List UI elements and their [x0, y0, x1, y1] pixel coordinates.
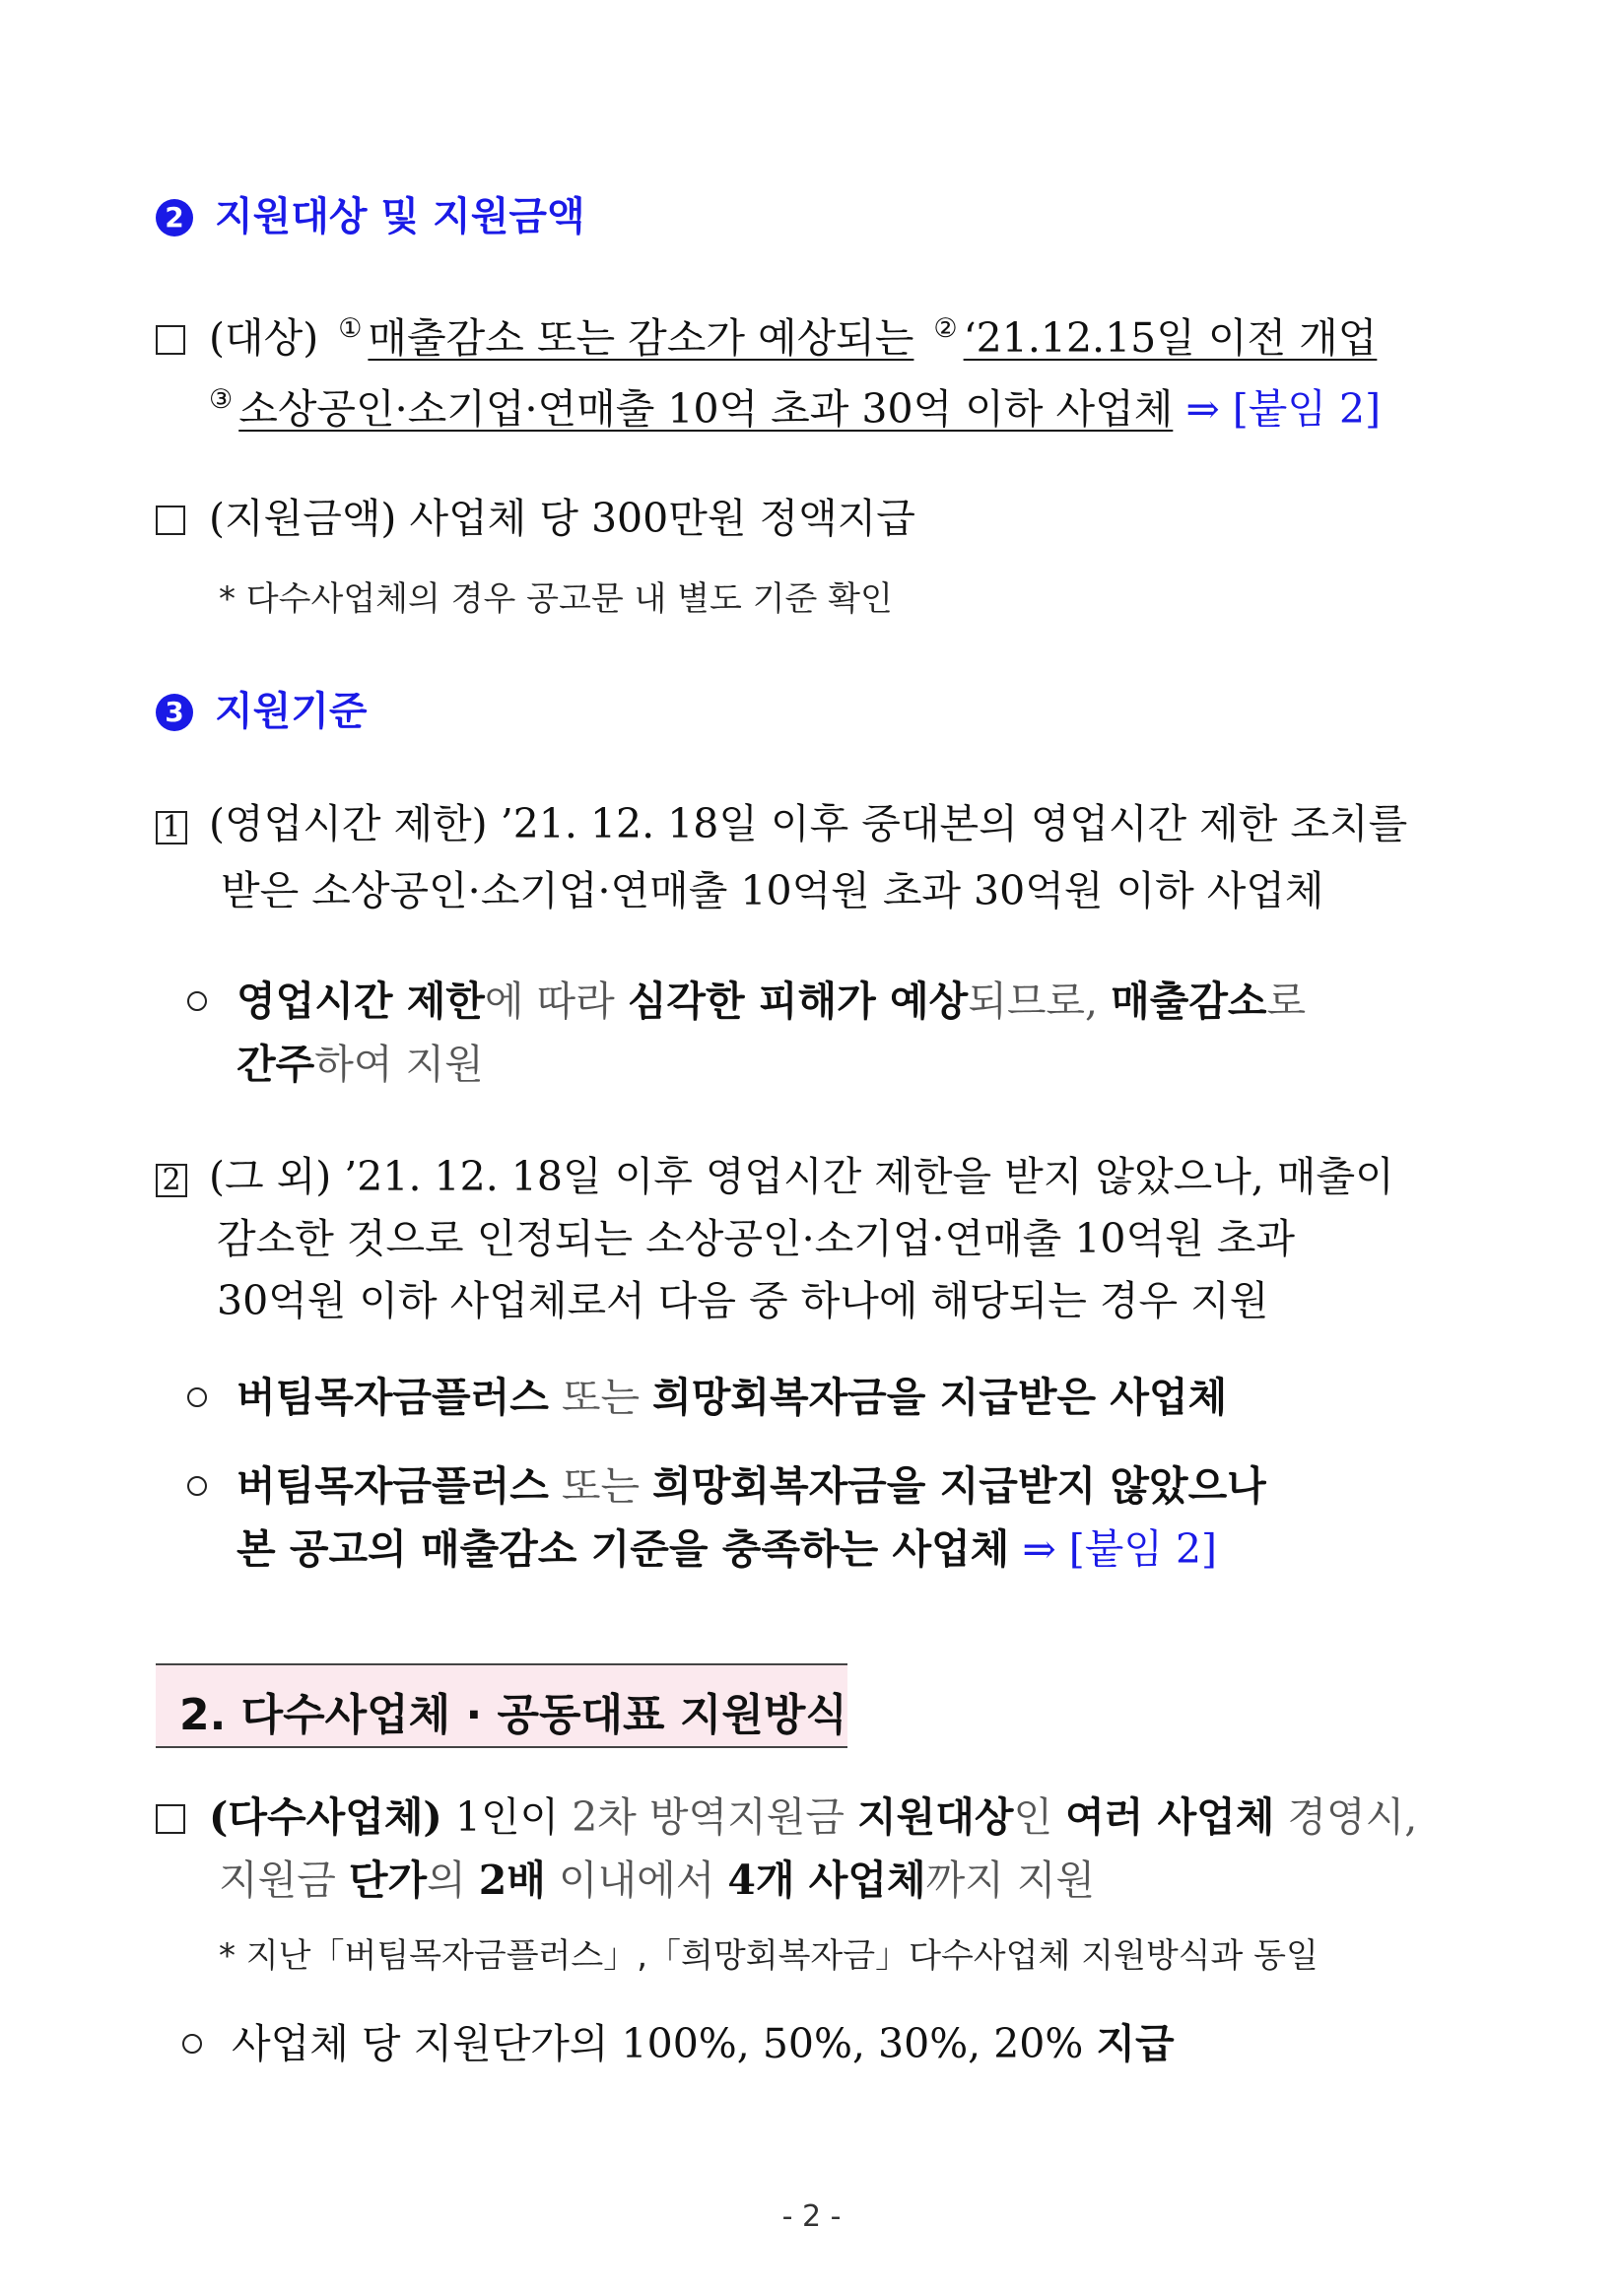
text: 하여 지원	[314, 1041, 484, 1088]
text: 1인이	[441, 1793, 573, 1841]
number-2-icon: 2	[156, 199, 193, 236]
bullet-circle-icon	[182, 2034, 202, 2054]
criterion-2-line-3: 30억원 이하 사업체로서 다음 중 하나에 해당되는 경우 지원	[217, 1277, 1269, 1324]
emph-text: 영업시간 제한	[237, 978, 485, 1025]
emph-text: 지급	[1096, 2020, 1175, 2067]
emph-text: 간주	[237, 1041, 315, 1088]
text: 의	[427, 1857, 479, 1904]
emph-text: 희망회복자금을 지급받은 사업체	[652, 1374, 1228, 1421]
section-heading-target	[156, 185, 585, 241]
emph-text: 희망회복자금을 지급받지 않았으나	[652, 1462, 1266, 1510]
page-number: - 2 -	[781, 2199, 842, 2234]
criterion-2-bullet-2	[187, 1451, 1266, 1521]
criterion-2-line-2: 감소한 것으로 인정되는 소상공인·소기업·연매출 10억원 초과	[217, 1215, 1295, 1262]
multi-label: (다수사업체)	[209, 1793, 442, 1841]
target-line-2	[209, 365, 1381, 444]
criterion-2-bullet-1	[187, 1362, 1227, 1433]
criterion-2-text: (그 외) ’21. 12. 18일 이후 영업시간 제한을 받지 않았으나, 매출이	[209, 1153, 1394, 1200]
text: 사업체 당 지원단가의 100%, 50%, 30%, 20%	[232, 2020, 1097, 2067]
text: 지원금	[219, 1857, 349, 1904]
section-title: 지원기준	[215, 689, 368, 734]
emph-text: 지원대상	[857, 1793, 1014, 1841]
attachment-ref-link[interactable]: ⇒ [붙임 2]	[1185, 385, 1382, 433]
attachment-ref-link[interactable]: ⇒ [붙임 2]	[1022, 1525, 1218, 1573]
criterion-1-text: (영업시간 제한) ’21. 12. 18일 이후 중대본의 영업시간 제한 조치를	[209, 800, 1408, 847]
checkbox-square-icon	[156, 1804, 185, 1834]
emph-text: 여러 사업체	[1065, 1793, 1275, 1841]
emph-text: 2배	[478, 1857, 546, 1904]
amount-text: 사업체 당 300만원 정액지급	[409, 495, 915, 542]
target-label: (대상)	[209, 314, 319, 362]
boxed-number-2-icon: 2	[156, 1164, 187, 1197]
circled-1-icon: ①	[338, 313, 363, 344]
condition-3: 소상공인·소기업·연매출 10억 초과 30억 이하 사업체	[238, 385, 1174, 433]
criterion-1-line-2: 받은 소상공인·소기업·연매출 10억원 초과 30억원 이하 사업체	[221, 867, 1324, 914]
criterion-2-bullet-2-cont	[237, 1514, 1217, 1585]
text: 에 따라	[484, 978, 628, 1025]
bullet-circle-icon	[187, 1387, 207, 1407]
number-3-icon: 3	[156, 694, 193, 731]
criterion-1-bullet-cont	[237, 1029, 484, 1100]
emph-text: 심각한 피해가 예상	[627, 978, 969, 1025]
section-title: 지원대상 및 지원금액	[215, 194, 585, 239]
multi-bullet	[182, 2008, 1175, 2079]
text: 2차 방역지원금	[572, 1793, 857, 1841]
emph-text: 버팀목자금플러스	[237, 1462, 549, 1510]
multi-note: * 지난「버팀목자금플러스」,「희망회복자금」다수사업체 지원방식과 동일	[219, 1936, 1319, 1976]
section-heading-criteria	[156, 680, 368, 736]
circled-2-icon: ②	[933, 313, 958, 344]
criterion-2-line-1	[156, 1141, 1394, 1212]
amount-label: (지원금액)	[209, 495, 397, 542]
section-2-title-box	[156, 1663, 847, 1748]
emph-text: 4개 사업체	[727, 1857, 926, 1904]
text: 또는	[548, 1462, 653, 1510]
criterion-1-line-1	[156, 788, 1407, 859]
emph-text: 본 공고의 매출감소 기준을 충족하는 사업체	[237, 1525, 1010, 1573]
emph-text: 단가	[348, 1857, 428, 1904]
multi-line-1	[156, 1782, 1417, 1853]
text: 되므로,	[968, 978, 1112, 1025]
emph-text: 매출감소	[1111, 978, 1267, 1025]
section-2-title: 2. 다수사업체 · 공동대표 지원방식	[179, 1690, 847, 1740]
text: 경영시,	[1274, 1793, 1418, 1841]
criterion-1-bullet	[187, 966, 1306, 1037]
text: 이내에서	[545, 1857, 728, 1904]
text: 로	[1266, 978, 1307, 1025]
checkbox-square-icon	[156, 506, 185, 535]
condition-2: ‘21.12.15일 이전 개업	[963, 314, 1378, 362]
bullet-circle-icon	[187, 1476, 207, 1496]
condition-1: 매출감소 또는 감소가 예상되는	[368, 314, 914, 362]
target-line-1	[156, 294, 1377, 373]
text: 까지 지원	[925, 1857, 1096, 1904]
checkbox-square-icon	[156, 325, 185, 355]
multi-line-2	[219, 1845, 1095, 1916]
boxed-number-1-icon: 1	[156, 811, 187, 844]
amount-note: * 다수사업체의 경우 공고문 내 별도 기준 확인	[219, 579, 893, 619]
text: 인	[1013, 1793, 1066, 1841]
emph-text: 버팀목자금플러스	[237, 1374, 549, 1421]
amount-line	[156, 483, 915, 554]
circled-3-icon: ③	[209, 384, 234, 415]
bullet-circle-icon	[187, 991, 207, 1011]
text: 또는	[548, 1374, 653, 1421]
